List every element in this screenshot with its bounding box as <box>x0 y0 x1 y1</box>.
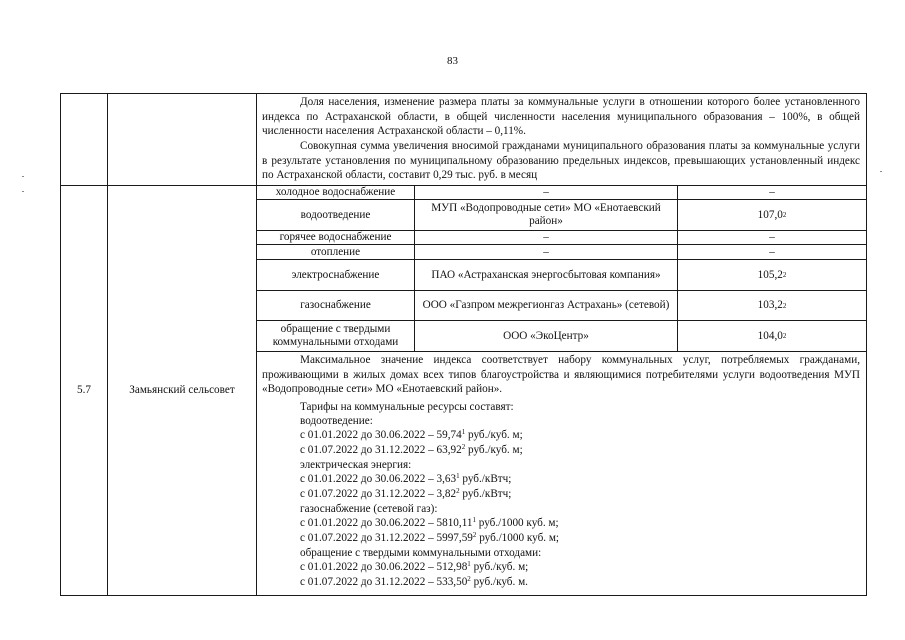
service-index-value: – <box>769 245 775 258</box>
table-border-right <box>866 93 867 596</box>
paragraph-max-index: Максимальное значение индекса соответствует набору коммунальных услуг, потребляемых гражданами, проживающими в жилых домах всех типов благоустройства и являющимися потребителями услуги водоотведения МУП «Водопроводные сети» МО «Енотаевский район». <box>262 354 860 396</box>
service-index-value: 107,0 <box>757 208 783 221</box>
settlement-name: Замьянский сельсовет <box>129 383 235 396</box>
service-index-value: 105,2 <box>757 268 783 281</box>
tariff-line: с 01.07.2022 до 31.12.2022 – 63,92$^2$ руб./куб. м; <box>300 443 523 456</box>
service-name: отопление <box>310 245 361 258</box>
scan-speck <box>880 171 882 172</box>
table-border-top <box>60 93 867 94</box>
service-index <box>678 245 866 259</box>
table-border-bottom <box>60 595 867 596</box>
service-provider: ООО «Газпром межрегионгаз Астрахань» (сетевой) <box>422 299 670 311</box>
row-number: 5.7 <box>77 383 91 396</box>
tariff-line: с 01.07.2022 до 31.12.2022 – 5997,59$^2$ руб./1000 куб. м; <box>300 531 560 544</box>
tariffs-heading: Тарифы на коммунальные ресурсы составят: <box>300 401 514 413</box>
service-provider: – <box>543 245 549 258</box>
service-index: 107,0 2 <box>757 208 787 221</box>
tariff-group-heading: водоотведение: <box>300 415 373 427</box>
service-name: электроснабжение <box>291 268 380 281</box>
column-divider-2 <box>256 93 257 596</box>
scan-speck <box>22 191 24 192</box>
tariff-group-heading: электрическая энергия: <box>300 459 412 471</box>
service-provider: МУП «Водопроводные сети» МО «Енотаевский район» <box>431 202 661 227</box>
service-index: 104,0 2 <box>757 329 787 342</box>
tariff-line: с 01.07.2022 до 31.12.2022 – 533,50$^2$ руб./куб. м. <box>300 575 528 588</box>
service-name: горячее водоснабжение <box>279 230 392 243</box>
service-provider: ООО «ЭкоЦентр» <box>503 329 589 342</box>
page-number: 83 <box>447 55 458 67</box>
service-index-value: – <box>769 185 775 198</box>
service-name: холодное водоснабжение <box>275 185 396 198</box>
service-name: водоотведение <box>300 208 371 221</box>
service-index-value: 103,2 <box>757 299 783 311</box>
column-divider-1 <box>107 93 108 596</box>
tariff-line: с 01.07.2022 до 31.12.2022 – 3,82$^2$ руб./кВтч; <box>300 487 512 500</box>
tariff-line: с 01.01.2022 до 30.06.2022 – 3,63$^1$ руб./кВтч; <box>300 472 512 485</box>
inner-row-line <box>256 351 867 352</box>
service-provider: ПАО «Астраханская энергосбытовая компания» <box>431 268 661 281</box>
service-index <box>678 230 866 244</box>
service-provider: – <box>543 230 549 243</box>
paragraph-total-increase: Совокупная сумма увеличения вносимой гражданами муниципального образования платы за коммунальные услуги в результате установления по муниципальному образованию предельных индексов, превышающих установленный индекс по Астраханской области, составит 0,29 тыс. руб. в месяц <box>262 140 860 182</box>
service-index: 103,2 2 <box>757 299 787 311</box>
tariff-line: с 01.01.2022 до 30.06.2022 – 5810,11$^1$ руб./1000 куб. м; <box>300 516 559 529</box>
service-index <box>678 185 866 199</box>
service-index-value: 104,0 <box>757 329 783 342</box>
paragraph-share-population: Доля населения, изменение размера платы за коммунальные услуги в отношении которого более установленного индекса по Астраханской области, в общей численности населения муниципального образования – 100%, в общей численности населения Астраханской области – 0,11%. <box>262 96 860 138</box>
service-name: обращение с твердыми коммунальными отходами <box>272 323 399 348</box>
scan-speck <box>22 176 24 177</box>
service-index-value: – <box>769 230 775 243</box>
service-provider: – <box>543 185 549 198</box>
service-index: 105,2 2 <box>757 268 787 281</box>
table-border-left <box>60 93 61 596</box>
tariff-line: с 01.01.2022 до 30.06.2022 – 512,98$^1$ руб./куб. м; <box>300 560 529 573</box>
tariff-line: с 01.01.2022 до 30.06.2022 – 59,74$^1$ руб./куб. м; <box>300 428 523 441</box>
tariff-group-heading: газоснабжение (сетевой газ): <box>300 503 438 515</box>
tariff-group-heading: обращение с твердыми коммунальными отходами: <box>300 547 542 559</box>
service-name: газоснабжение <box>300 299 371 311</box>
